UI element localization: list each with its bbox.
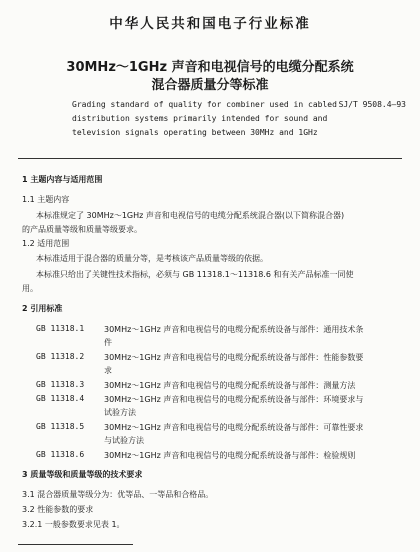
reference-title: 30MHz～1GHz 声音和电视信号的电缆分配系统设备与部件：环境要求与: [104, 395, 364, 404]
section-3-heading: 3 质量等级和质量等级的技术要求: [22, 470, 143, 479]
reference-title-cont: 求: [104, 366, 112, 375]
title-divider: [18, 158, 402, 159]
paragraph-1-2b: 本标准只给出了关键性技术指标，必须与 GB 11318.1～11318.6 和有关产品标准一同使: [36, 270, 354, 279]
english-title-line2: distribution systems primarily intended for sound and: [72, 114, 328, 123]
reference-code: GB 11318.1: [36, 324, 85, 333]
reference-code: GB 11318.6: [36, 450, 85, 459]
reference-code: GB 11318.3: [36, 380, 85, 389]
clause-3-1: 3.1 混合器质量等级分为：优等品、一等品和合格品。: [22, 490, 214, 499]
reference-code: GB 11318.5: [36, 422, 85, 431]
english-title-line1: Grading standard of quality for combiner used in cabled: [72, 100, 337, 109]
section-2-heading: 2 引用标准: [22, 304, 63, 313]
standard-code: SJ/T 9508.4—93: [338, 100, 406, 109]
reference-title: 30MHz～1GHz 声音和电视信号的电缆分配系统设备与部件：性能参数要: [104, 353, 364, 362]
paragraph-1-2b-cont: 用。: [22, 284, 38, 293]
reference-title-cont: 与试验方法: [104, 436, 144, 445]
reference-title: 30MHz～1GHz 声音和电视信号的电缆分配系统设备与部件：测量方法: [104, 381, 356, 390]
english-title-line3: television signals operating between 30MHz and 1GHz: [72, 128, 318, 137]
industry-standard-header: 中华人民共和国电子行业标准: [109, 16, 311, 32]
reference-title-cont: 件: [104, 338, 112, 347]
reference-code: GB 11318.2: [36, 352, 85, 361]
reference-title-cont: 试验方法: [104, 408, 136, 417]
reference-title: 30MHz～1GHz 声音和电视信号的电缆分配系统设备与部件：检验规则: [104, 451, 356, 460]
paragraph-1-1-cont: 的产品质量等级和质量等级要求。: [22, 225, 142, 234]
section-1-heading: 1 主题内容与适用范围: [22, 175, 103, 184]
reference-code: GB 11318.4: [36, 394, 85, 403]
subsection-1-1: 1.1 主题内容: [22, 195, 70, 204]
clause-3-2: 3.2 性能参数的要求: [22, 505, 94, 514]
reference-title: 30MHz～1GHz 声音和电视信号的电缆分配系统设备与部件：通用技术条: [104, 325, 364, 334]
standard-title-line1: 30MHz～1GHz 声音和电视信号的电缆分配系统: [66, 60, 354, 75]
footnote-divider: [18, 544, 133, 545]
paragraph-1-1: 本标准规定了 30MHz～1GHz 声音和电视信号的电缆分配系统混合器(以下简称混合器): [36, 211, 345, 220]
standard-title-line2: 混合器质量分等标准: [151, 78, 269, 93]
reference-title: 30MHz～1GHz 声音和电视信号的电缆分配系统设备与部件：可靠性要求: [104, 423, 364, 432]
paragraph-1-2: 本标准适用于混合器的质量分等，是考核该产品质量等级的依据。: [36, 254, 268, 263]
clause-3-2-1: 3.2.1 一般参数要求见表 1。: [22, 520, 125, 529]
subsection-1-2: 1.2 适用范围: [22, 239, 70, 248]
